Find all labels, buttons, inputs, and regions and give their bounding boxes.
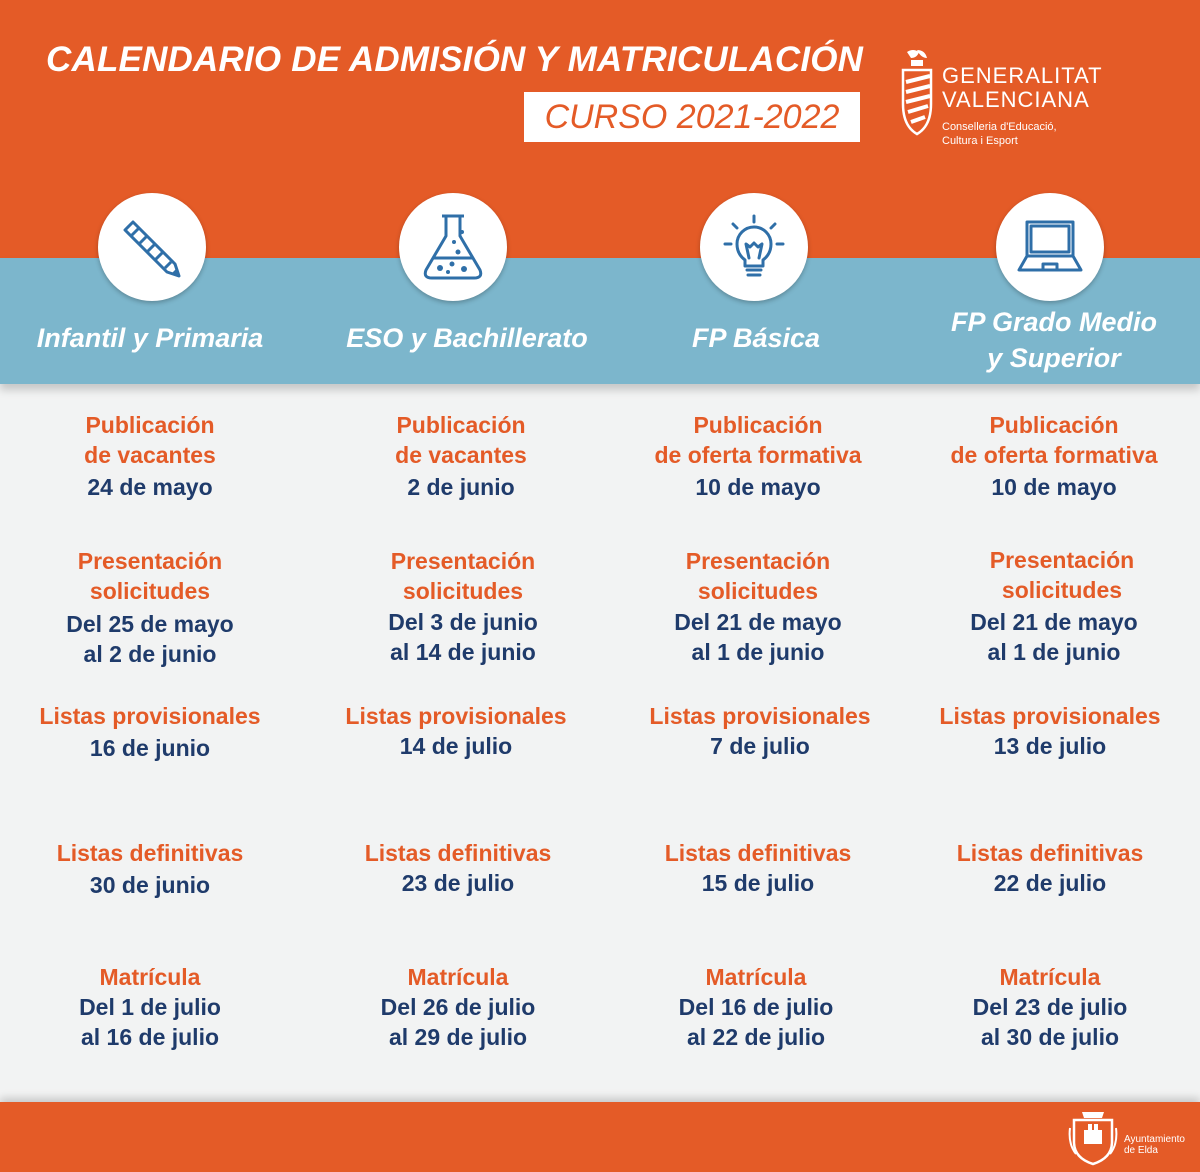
applications-dates: Del 3 de junio al 14 de junio [388, 609, 538, 665]
enrollment-dates: Del 1 de julio al 16 de julio [79, 994, 221, 1050]
elda-coat-of-arms-icon [1066, 1108, 1120, 1166]
footer-band [0, 1102, 1200, 1172]
applications-block [0, 546, 300, 669]
definitive-block [900, 838, 1200, 898]
conselleria-name: Conselleria d'Educació, Cultura i Esport [942, 121, 1057, 147]
publication-date: 10 de mayo [695, 474, 821, 500]
provisional-date: 14 de julio [399, 733, 513, 759]
applications-label: Presentación solicitudes [390, 548, 536, 604]
enrollment-dates: Del 23 de julio al 30 de julio [972, 994, 1128, 1050]
provisional-label: Listas provisionales [939, 703, 1161, 729]
pencil-icon-circle [98, 193, 206, 301]
definitive-block [308, 838, 608, 898]
publication-date: 24 de mayo [87, 474, 213, 500]
definitive-block [608, 838, 908, 898]
elda-logo-text: Ayuntamiento de Elda [1124, 1134, 1185, 1156]
column-eso-bachillerato [305, 0, 605, 1102]
flask-icon-circle [399, 193, 507, 301]
publication-label: Publicación de oferta formativa [654, 412, 862, 468]
publication-block [311, 410, 611, 502]
column-fp-basica [605, 0, 905, 1102]
enrollment-block [606, 962, 906, 1052]
provisional-date: 16 de junio [89, 735, 211, 761]
enrollment-label: Matrícula [999, 964, 1101, 990]
publication-label: Publicación de oferta formativa [950, 412, 1158, 468]
publication-block [0, 410, 300, 502]
laptop-icon [1015, 212, 1085, 282]
provisional-label: Listas provisionales [39, 703, 261, 729]
column-infantil-primaria [0, 0, 300, 1102]
provisional-date: 7 de julio [710, 733, 810, 759]
publication-label: Publicación de vacantes [395, 412, 527, 468]
provisional-block [900, 701, 1200, 761]
flask-icon [418, 212, 488, 282]
column-title: Infantil y Primaria [36, 323, 264, 353]
definitive-label: Listas definitivas [956, 840, 1144, 866]
enrollment-block [308, 962, 608, 1052]
provisional-block [306, 701, 606, 761]
enrollment-label: Matrícula [407, 964, 509, 990]
lightbulb-icon-circle [700, 193, 808, 301]
publication-date: 2 de junio [407, 474, 515, 500]
definitive-block [0, 838, 300, 900]
column-title: ESO y Bachillerato [346, 323, 588, 353]
provisional-block [0, 701, 300, 763]
definitive-date: 22 de julio [993, 870, 1107, 896]
definitive-date: 15 de julio [701, 870, 815, 896]
publication-block [904, 410, 1200, 502]
publication-label: Publicación de vacantes [84, 412, 216, 468]
course-subtitle: CURSO 2021-2022 [524, 92, 860, 142]
column-fp-grado-medio-superior [900, 0, 1200, 1102]
laptop-icon-circle [996, 193, 1104, 301]
applications-label: Presentación solicitudes [989, 547, 1135, 603]
provisional-block [610, 701, 910, 761]
lightbulb-icon [719, 212, 789, 282]
page-title: CALENDARIO DE ADMISIÓN Y MATRICULACIÓN [46, 40, 864, 79]
publication-date: 10 de mayo [991, 474, 1117, 500]
column-title: FP Básica [691, 323, 821, 353]
definitive-date: 30 de junio [89, 872, 211, 898]
applications-label: Presentación solicitudes [685, 548, 831, 604]
enrollment-block [900, 962, 1200, 1052]
definitive-date: 23 de julio [401, 870, 515, 896]
enrollment-label: Matrícula [705, 964, 807, 990]
applications-block [608, 546, 908, 667]
enrollment-block [0, 962, 300, 1052]
generalitat-name: GENERALITAT VALENCIANA [942, 63, 1103, 112]
provisional-label: Listas provisionales [649, 703, 871, 729]
column-title: FP Grado Medio y Superior [950, 307, 1157, 373]
pencil-icon [117, 212, 187, 282]
definitive-label: Listas definitivas [364, 840, 552, 866]
enrollment-dates: Del 26 de julio al 29 de julio [380, 994, 536, 1050]
definitive-label: Listas definitivas [664, 840, 852, 866]
enrollment-label: Matrícula [99, 964, 201, 990]
applications-block [313, 546, 613, 667]
enrollment-dates: Del 16 de julio al 22 de julio [678, 994, 834, 1050]
applications-block [912, 545, 1200, 667]
applications-label: Presentación solicitudes [77, 548, 223, 604]
applications-dates: Del 21 de mayo al 1 de junio [970, 609, 1138, 665]
provisional-date: 13 de julio [993, 733, 1107, 759]
applications-dates: Del 25 de mayo al 2 de junio [66, 611, 234, 667]
publication-block [608, 410, 908, 502]
provisional-label: Listas provisionales [345, 703, 567, 729]
applications-dates: Del 21 de mayo al 1 de junio [674, 609, 842, 665]
definitive-label: Listas definitivas [56, 840, 244, 866]
